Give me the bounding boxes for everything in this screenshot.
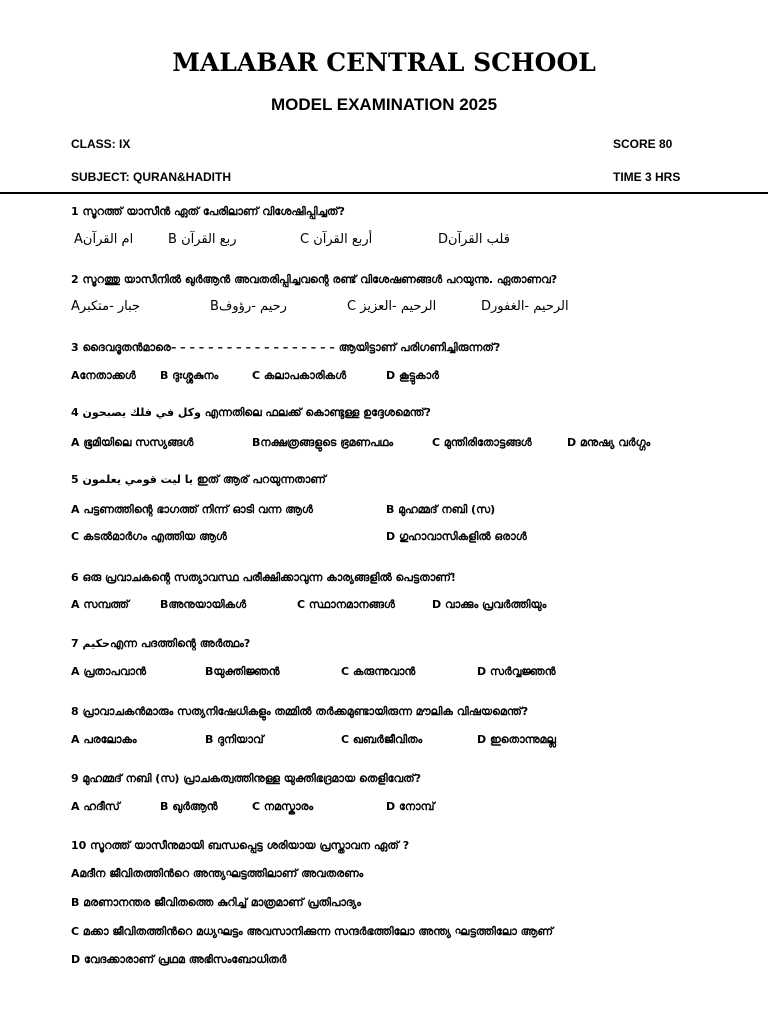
q1-option-b: B ربع القرآن bbox=[168, 232, 237, 247]
q10-option-b: B മരണാനന്തര ജീവിതത്തെ കുറിച്ച് മാത്രമാണ് പ്രതിപാദ്യം bbox=[71, 896, 362, 909]
question-10: 10 സൂറത്ത് യാസീനുമായി ബന്ധപ്പെട്ട ശരിയായ പ്രസ്താവന ഏത് ? bbox=[71, 839, 410, 852]
q3-option-b: B ദുഃശ്ശകുനം bbox=[160, 369, 219, 382]
question-9: 9 മുഹമ്മദ് നബി (സ) പ്രാചകത്വത്തിനുള്ള യുക്തിഭദ്രമായ തെളിവേത്? bbox=[71, 772, 422, 785]
q5-option-b: B മുഹമ്മദ് നബി (സ) bbox=[386, 503, 496, 516]
question-5: 5 يا ليت قومي يعلمون ഇത് ആര് പറയുന്നതാണ് bbox=[71, 473, 326, 486]
q5-option-a: A പട്ടണത്തിന്റെ ഭാഗത്ത് നിന്ന് ഓടി വന്ന ആൾ bbox=[71, 503, 313, 516]
q3-option-c: C കലാപകാരികൾ bbox=[252, 369, 347, 382]
q10-option-d: D വേദക്കാരാണ് പ്രഥമ അഭിസംബോധിതർ bbox=[71, 953, 287, 966]
q7-option-c: C കരുന്നുവാൻ bbox=[341, 665, 416, 678]
q8-option-c: C ഖബർജീവിതം bbox=[341, 733, 423, 746]
question-1: 1 സൂറത്ത് യാസീൻ ഏത് പേരിലാണ് വിശേഷിപ്പിച്ചത്? bbox=[71, 205, 345, 218]
q6-option-c: C സ്ഥാനമാനങ്ങൾ bbox=[297, 598, 395, 611]
q5-option-c: C കടൽമാർഗം എത്തിയ ആൾ bbox=[71, 530, 227, 543]
q8-option-b: B ദുനിയാവ് bbox=[205, 733, 264, 746]
q7-option-b: Bയുക്തിജ്ഞൻ bbox=[205, 665, 280, 678]
question-4: 4 وكل في فلك يصبحون എന്നതിലെ ഫലക്ക് കൊണ്ടുള്ള ഉദ്ദേശമെന്ത്? bbox=[71, 406, 431, 419]
q5-option-d: D ഗുഹാവാസികളിൽ ഒരാൾ bbox=[386, 530, 527, 543]
question-2: 2 സൂറത്തു യാസീനിൽ ഖുർആൻ അവതരിപ്പിച്ചവന്റെ രണ്ട് വിശേഷണങ്ങൾ പറയുന്നു. ഏതാണവ? bbox=[71, 273, 558, 286]
q1-option-a: Aام القرآن bbox=[74, 232, 134, 247]
q9-option-b: B ഖുർആൻ bbox=[160, 800, 218, 813]
q9-option-c: C നമസ്കാരം bbox=[252, 800, 314, 813]
q6-option-a: A സമ്പത്ത് bbox=[71, 598, 129, 611]
q4-option-b: Bനക്ഷത്രങ്ങളുടെ ഭ്രമണപഥം bbox=[252, 436, 394, 449]
question-3: 3 ദൈവദൂതൻമാരെ– – – – – – – – – – – – – – – – – – ആയിട്ടാണ് പരിഗണിച്ചിരുന്നത്? bbox=[71, 341, 501, 354]
q3-option-d: D കൂട്ടുകാർ bbox=[386, 369, 439, 382]
score-label: SCORE 80 bbox=[613, 137, 673, 151]
q6-option-b: Bഅനുയായികൾ bbox=[160, 598, 247, 611]
q4-option-d: D മനുഷ്യ വർഗ്ഗം bbox=[567, 436, 651, 449]
header-divider bbox=[0, 192, 768, 194]
question-6: 6 ഒരു പ്രവാചകന്റെ സത്യാവസ്ഥ പരീക്ഷിക്കാവുന്ന കാര്യങ്ങളിൽ പെട്ടതാണ്! bbox=[71, 571, 456, 584]
class-label: CLASS: IX bbox=[71, 137, 131, 151]
q2-option-b: Bرحيم -رؤوف bbox=[210, 299, 287, 314]
q8-option-a: A പരലോകം bbox=[71, 733, 137, 746]
exam-title: MODEL EXAMINATION 2025 bbox=[270, 95, 498, 114]
q6-option-d: D വാക്കും പ്രവർത്തിയും bbox=[432, 598, 547, 611]
q1-option-c: C أربع القرآن bbox=[300, 232, 373, 247]
q9-option-d: D നോമ്പ് bbox=[386, 800, 435, 813]
q7-option-d: D സർവ്വജ്ഞൻ bbox=[477, 665, 556, 678]
q2-option-a: Aجبار -متكبر bbox=[71, 299, 141, 314]
q4-option-c: C മുന്തിരിതോട്ടങ്ങൾ bbox=[432, 436, 532, 449]
question-8: 8 പ്രാവാചകൻമാരും സത്യനിഷേധികളും തമ്മിൽ തർക്കമുണ്ടായിരുന്ന മൗലിക വിഷയമെന്ത്? bbox=[71, 705, 529, 718]
q10-option-a: Aമദീന ജീവിതത്തിൻറെ അന്ത്യഘട്ടത്തിലാണ് അവതരണം bbox=[71, 867, 364, 880]
q3-option-a: Aനേതാക്കൾ bbox=[71, 369, 136, 382]
q2-option-d: Dالرحيم -الغفور bbox=[481, 299, 569, 314]
q2-option-c: C الرحيم -العزيز bbox=[347, 299, 437, 314]
q7-option-a: A പ്രതാപവാൻ bbox=[71, 665, 147, 678]
q9-option-a: A ഹദീസ് bbox=[71, 800, 120, 813]
q4-option-a: A ഭൂമിയിലെ സസ്യങ്ങൾ bbox=[71, 436, 194, 449]
school-name: MALABAR CENTRAL SCHOOL bbox=[172, 48, 596, 77]
q8-option-d: D ഇതൊന്നുമല്ല bbox=[477, 733, 556, 746]
question-7: 7 حكيمഎന്ന പദത്തിന്റെ അർത്ഥം? bbox=[71, 637, 251, 650]
subject-label: SUBJECT: QURAN&HADITH bbox=[71, 170, 232, 184]
q10-option-c: C മക്കാ ജീവിതത്തിൻറെ മധ്യഘട്ടം അവസാനിക്കുന്ന സന്ദർഭത്തിലോ അന്ത്യ ഘട്ടത്തിലോ ആണ് bbox=[71, 925, 553, 938]
time-label: TIME 3 HRS bbox=[613, 170, 681, 184]
q1-option-d: Dقلب القرآن bbox=[438, 232, 510, 247]
